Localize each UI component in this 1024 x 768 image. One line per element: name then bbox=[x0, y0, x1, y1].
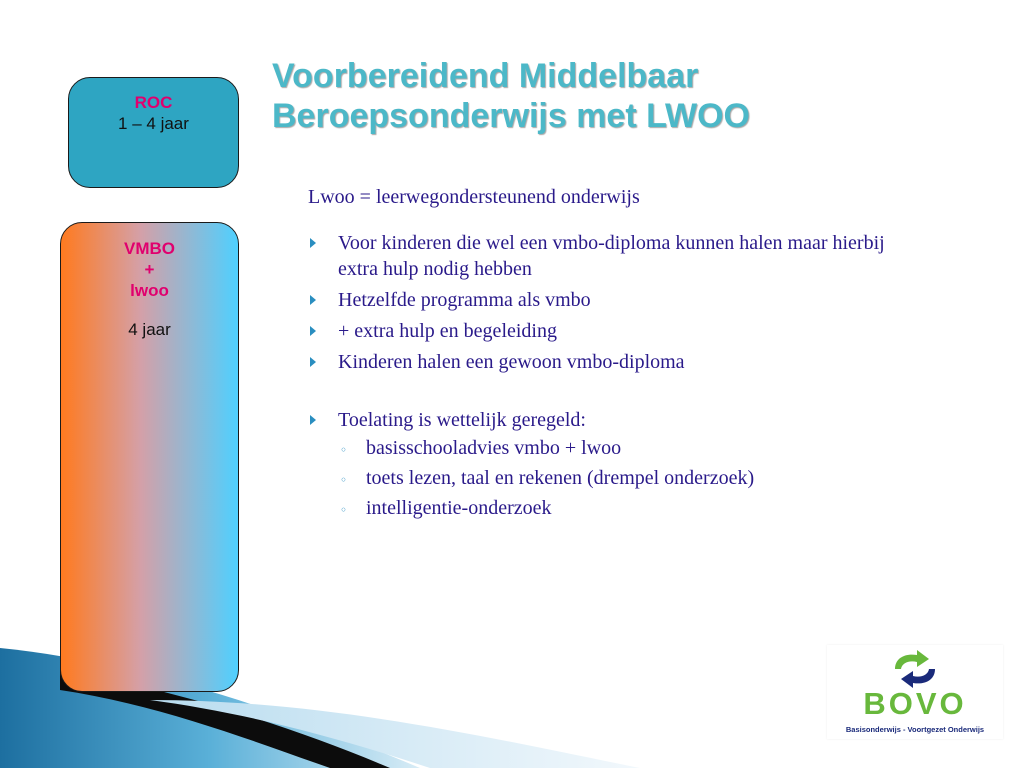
list-item bbox=[308, 407, 928, 521]
bullet-list bbox=[308, 230, 928, 521]
roc-duration: 1 – 4 jaar bbox=[118, 114, 189, 133]
circle-bullet-icon: ◦ bbox=[340, 503, 348, 517]
sub-list-item: ◦ toets lezen, taal en rekenen (drempel onderzoek) bbox=[338, 465, 928, 491]
list-item: Voor kinderen die wel een vmbo-diploma kunnen halen maar hierbij extra hulp nodig hebben bbox=[308, 230, 928, 282]
spacer bbox=[308, 380, 928, 402]
roc-title: ROC bbox=[134, 93, 173, 112]
roc-box bbox=[68, 77, 239, 188]
bovo-logo bbox=[827, 645, 1003, 739]
intro-text: Lwoo = leerwegondersteunend onderwijs bbox=[308, 186, 640, 208]
slide-title: Voorbereidend Middelbaar Beroepsonderwijs met LWOO bbox=[272, 57, 750, 135]
vmbo-plus: + bbox=[144, 260, 155, 279]
list-item: Hetzelfde programma als vmbo bbox=[308, 287, 928, 313]
slide-body bbox=[308, 184, 928, 526]
recycle-arrows-icon bbox=[887, 649, 943, 689]
vmbo-title: VMBO bbox=[124, 239, 175, 258]
sub-list-item: ◦ intelligentie-onderzoek bbox=[338, 495, 928, 521]
list-item: Kinderen halen een gewoon vmbo-diploma bbox=[308, 349, 928, 375]
circle-bullet-icon: ◦ bbox=[340, 473, 348, 487]
arrow-bullet-icon bbox=[310, 238, 316, 248]
arrow-bullet-icon bbox=[310, 326, 316, 336]
circle-bullet-icon: ◦ bbox=[340, 443, 348, 457]
logo-wordmark: BOVO bbox=[863, 686, 967, 721]
admission-sublist bbox=[338, 435, 928, 521]
logo-subtitle: Basisonderwijs - Voortgezet Onderwijs bbox=[845, 725, 985, 734]
vmbo-duration: 4 jaar bbox=[128, 320, 171, 339]
arrow-bullet-icon bbox=[310, 357, 316, 367]
list-item: + extra hulp en begeleiding bbox=[308, 318, 928, 344]
vmbo-lwoo: lwoo bbox=[130, 281, 169, 300]
sub-list-item: ◦ basisschooladvies vmbo + lwoo bbox=[338, 435, 928, 461]
arrow-bullet-icon bbox=[310, 415, 316, 425]
vmbo-lwoo-box bbox=[60, 222, 239, 692]
admission-heading: Toelating is wettelijk geregeld: bbox=[338, 409, 586, 431]
arrow-bullet-icon bbox=[310, 295, 316, 305]
